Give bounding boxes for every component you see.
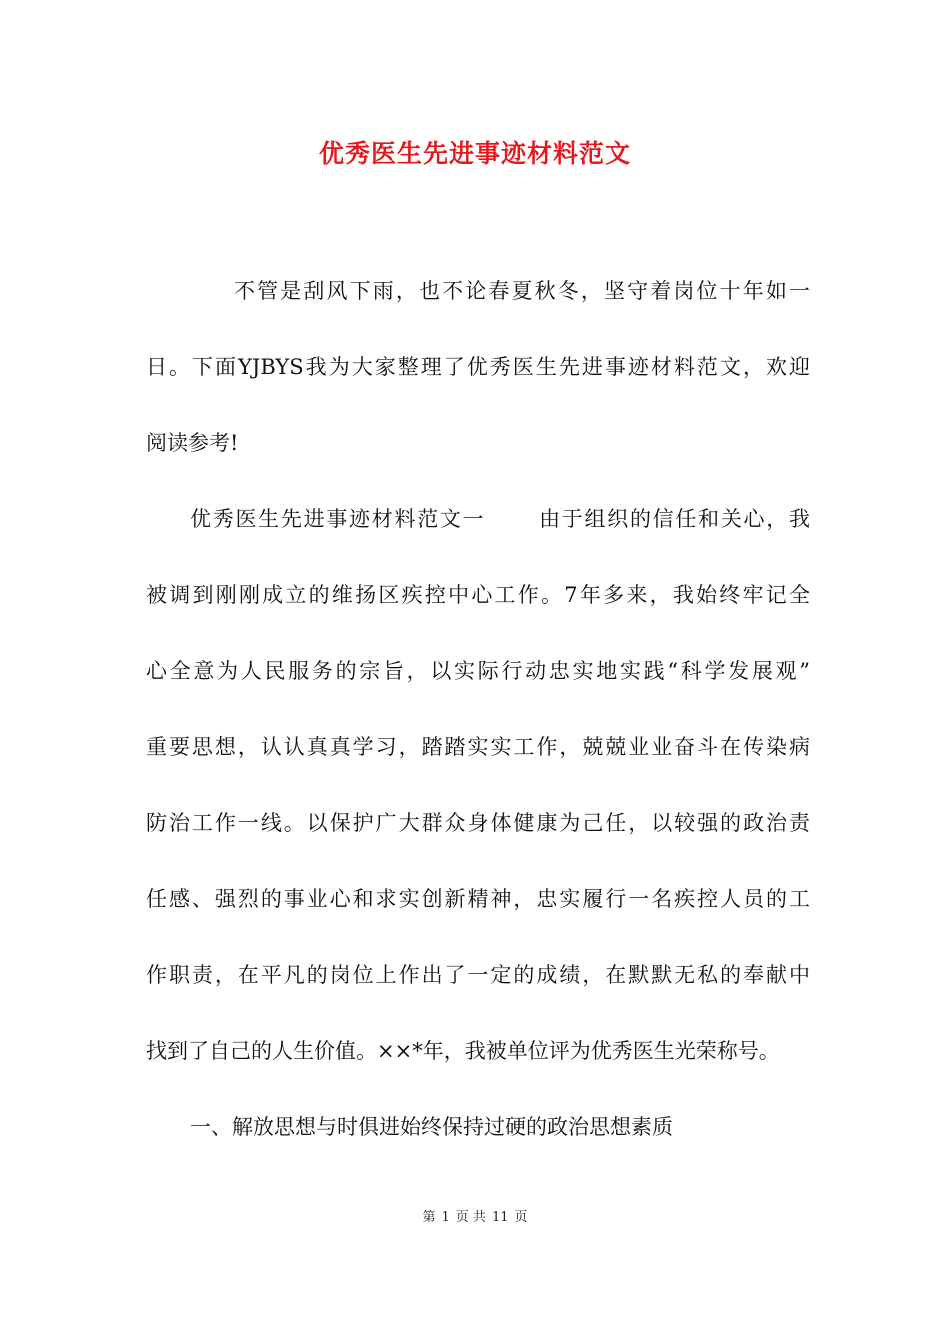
body-line-6: 心全意为人民服务的宗旨，以实际行动忠实地实践“科学发展观” bbox=[146, 659, 810, 683]
subheading-1: 一、解放思想与时俱进始终保持过硬的政治思想素质 bbox=[190, 1115, 673, 1139]
body-line-9: 任感、强烈的事业心和求实创新精神，忠实履行一名疾控人员的工 bbox=[146, 887, 810, 911]
body-line-10: 作职责，在平凡的岗位上作出了一定的成绩，在默默无私的奉献中 bbox=[146, 963, 810, 987]
body-line-8: 防治工作一线。以保护广大群众身体健康为己任，以较强的政治责 bbox=[146, 811, 810, 835]
footer-middle: 页 共 bbox=[455, 1210, 486, 1225]
body-line-5: 被调到刚刚成立的维扬区疾控中心工作。7年多来，我始终牢记全 bbox=[146, 583, 810, 607]
body-line-3: 阅读参考! bbox=[146, 431, 239, 455]
section-intro: 由于组织的信任和关心，我 bbox=[537, 507, 810, 531]
body-line-1: 不管是刮风下雨，也不论春夏秋冬，坚守着岗位十年如一 bbox=[234, 279, 810, 303]
body-line-2: 日。下面YJBYS我为大家整理了优秀医生先进事迹材料范文，欢迎 bbox=[146, 355, 810, 379]
body-line-11: 找到了自己的人生价值。××*年，我被单位评为优秀医生光荣称号。 bbox=[146, 1039, 780, 1063]
footer-total-pages: 11 bbox=[491, 1210, 509, 1225]
section-heading-1: 优秀医生先进事迹材料范文一 bbox=[190, 507, 486, 531]
document-title: 优秀医生先进事迹材料范文 bbox=[318, 139, 631, 168]
document-body bbox=[146, 271, 810, 1183]
footer-suffix: 页 bbox=[514, 1210, 528, 1225]
body-line-7: 重要思想，认认真真学习，踏踏实实工作，兢兢业业奋斗在传染病 bbox=[146, 735, 810, 759]
page-footer bbox=[0, 1208, 950, 1228]
footer-page-number: 1 bbox=[441, 1210, 450, 1225]
body-line-4 bbox=[146, 499, 810, 575]
footer-prefix: 第 bbox=[422, 1210, 436, 1225]
